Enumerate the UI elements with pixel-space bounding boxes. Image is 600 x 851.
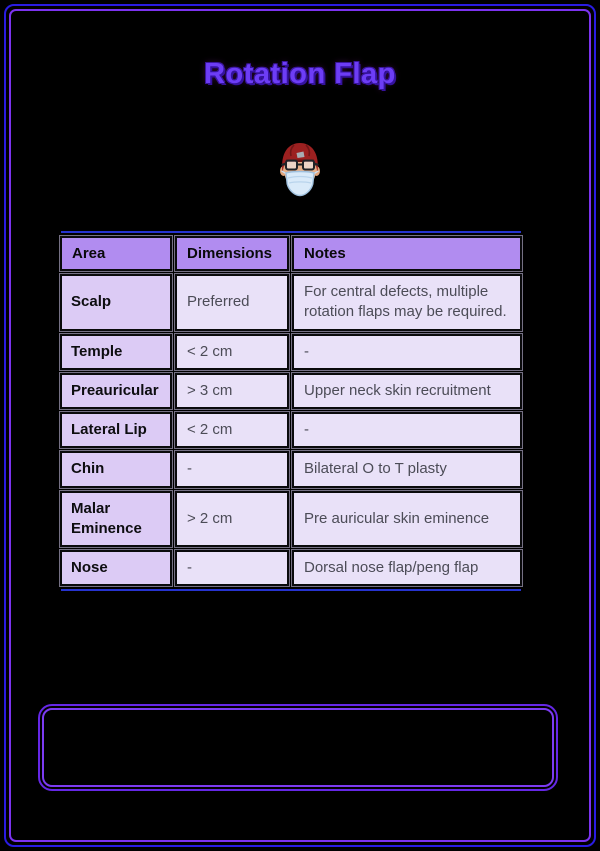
area-cell: Malar Eminence <box>60 491 172 548</box>
table-row <box>60 550 522 586</box>
table-row <box>60 491 522 548</box>
dimensions-cell: > 2 cm <box>175 491 289 548</box>
surgeon-face-icon <box>277 142 323 197</box>
area-cell: Preauricular <box>60 373 172 409</box>
area-cell: Nose <box>60 550 172 586</box>
area-cell: Lateral Lip <box>60 412 172 448</box>
table-row <box>60 373 522 409</box>
dimensions-cell: Preferred <box>175 274 289 331</box>
table-row <box>60 412 522 448</box>
dimensions-cell: < 2 cm <box>175 412 289 448</box>
page-title: Rotation Flap <box>204 58 396 90</box>
area-cell: Chin <box>60 451 172 487</box>
table-header-row <box>60 236 522 271</box>
column-header-dimensions: Dimensions <box>175 236 289 271</box>
column-header-notes: Notes <box>292 236 522 271</box>
notes-cell: Dorsal nose flap/peng flap <box>292 550 522 586</box>
area-cell: Temple <box>60 334 172 370</box>
table-row <box>60 334 522 370</box>
notes-cell: - <box>292 412 522 448</box>
notes-box-inner <box>42 708 554 787</box>
dimensions-cell: - <box>175 451 289 487</box>
table-row <box>60 451 522 487</box>
notes-cell: Pre auricular skin eminence <box>292 491 522 548</box>
notes-cell: Bilateral O to T plasty <box>292 451 522 487</box>
rotation-flap-table-container <box>57 231 525 589</box>
notes-box <box>38 704 558 791</box>
notes-cell: For central defects, multiple rotation flaps may be required. <box>292 274 522 331</box>
area-cell: Scalp <box>60 274 172 331</box>
dimensions-cell: < 2 cm <box>175 334 289 370</box>
table-row <box>60 274 522 331</box>
dimensions-cell: > 3 cm <box>175 373 289 409</box>
column-header-area: Area <box>60 236 172 271</box>
rotation-flap-table <box>57 233 525 589</box>
notes-cell: - <box>292 334 522 370</box>
dimensions-cell: - <box>175 550 289 586</box>
notes-cell: Upper neck skin recruitment <box>292 373 522 409</box>
